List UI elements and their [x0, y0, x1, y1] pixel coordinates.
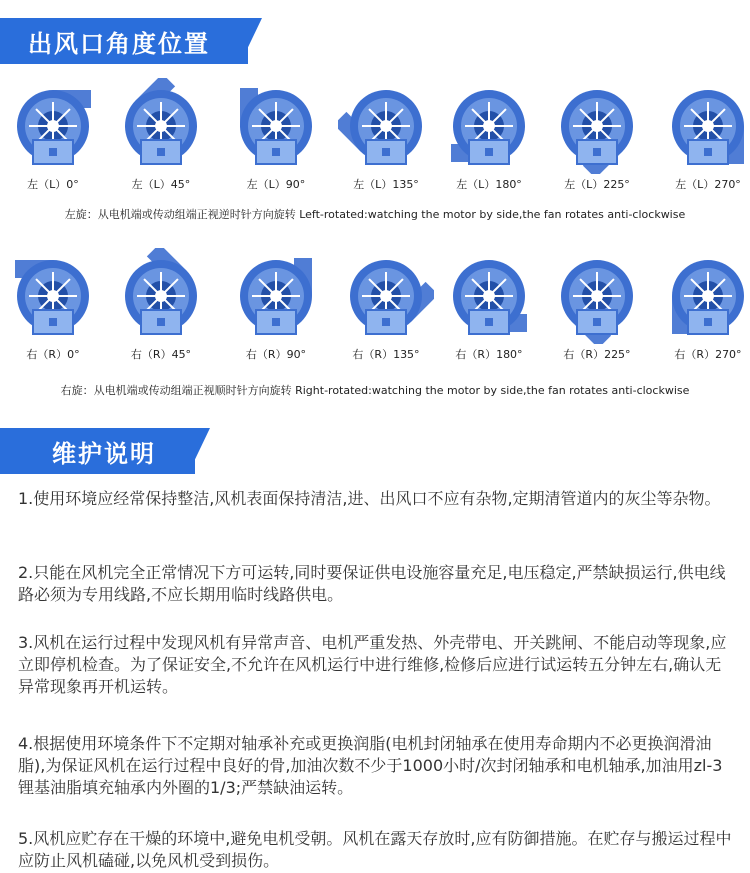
right-angle-label: 右（R）90° — [245, 348, 307, 361]
left-fan-180 — [441, 78, 537, 198]
section-banner-maintenance — [0, 428, 265, 474]
left-angle-label: 左（L）180° — [456, 178, 522, 191]
left-angle-label: 左（L）270° — [675, 178, 741, 191]
right-fan-90 — [228, 248, 324, 368]
centrifugal-fan-icon — [113, 78, 209, 174]
centrifugal-fan-icon — [228, 78, 324, 174]
centrifugal-fan-icon — [441, 248, 537, 344]
right-fan-135 — [338, 248, 434, 368]
right-fan-270 — [660, 248, 750, 368]
left-fan-270 — [660, 78, 750, 198]
right-fan-180 — [441, 248, 537, 368]
right-angle-label: 右（R）0° — [26, 348, 80, 361]
left-angle-label: 左（L）45° — [131, 178, 191, 191]
left-angle-label: 左（L）90° — [246, 178, 306, 191]
right-angle-label: 右（R）45° — [130, 348, 192, 361]
centrifugal-fan-icon — [549, 248, 645, 344]
left-angle-label: 左（L）225° — [564, 178, 630, 191]
maintenance-item-4: 4.根据使用环境条件下不定期对轴承补充或更换润脂(电机封闭轴承在使用寿命期内不必更换润滑油脂),为保证风机在运行过程中良好的骨,加油次数不少于1000小时/次封闭轴承和电机轴承,加油用zl-3锂基油脂填充轴承内外圈的1/3;严禁缺油运转。 — [18, 734, 723, 797]
centrifugal-fan-icon — [5, 248, 101, 344]
left-fan-90 — [228, 78, 324, 198]
maintenance-item-5: 5.风机应贮存在干燥的环境中,避免电机受朝。风机在露天存放时,应有防御措施。在贮存与搬运过程中应防止风机磕碰,以免风机受到损伤。 — [18, 829, 732, 870]
centrifugal-fan-icon — [441, 78, 537, 174]
centrifugal-fan-icon — [549, 78, 645, 174]
right-angle-label: 右（R）180° — [455, 348, 523, 361]
left-fan-225 — [549, 78, 645, 198]
right-angle-label: 右（R）225° — [563, 348, 631, 361]
left-fan-0 — [5, 78, 101, 198]
centrifugal-fan-icon — [660, 248, 750, 344]
maintenance-item-3: 3.风机在运行过程中发现风机有异常声音、电机严重发热、外壳带电、开关跳闸、不能启动等现象,应立即停机检查。为了保证安全,不允许在风机运行中进行维修,检修后应进行试运转五分钟左右,确认无异常现象再开机运转。 — [18, 633, 727, 696]
right-rotation-note: 右旋：从电机端或传动组端正视顺时针方向旋转 Right-rotated:watching the motor by side,the fan rotates anti-clockwise — [60, 384, 690, 397]
left-angle-label: 左（L）0° — [27, 178, 79, 191]
section-title-outlet: 出风口角度位置 — [28, 29, 210, 58]
centrifugal-fan-icon — [5, 78, 101, 174]
right-fan-45 — [113, 248, 209, 368]
left-fan-135 — [338, 78, 434, 198]
right-angle-label: 右（R）135° — [352, 348, 420, 361]
centrifugal-fan-icon — [113, 248, 209, 344]
left-angle-label: 左（L）135° — [353, 178, 419, 191]
centrifugal-fan-icon — [660, 78, 750, 174]
right-fan-225 — [549, 248, 645, 368]
maintenance-item-2: 2.只能在风机完全正常情况下方可运转,同时要保证供电设施容量充足,电压稳定,严禁缺损运行,供电线路必须为专用线路,不应长期用临时线路供电。 — [18, 563, 726, 604]
centrifugal-fan-icon — [228, 248, 324, 344]
right-angle-label: 右（R）270° — [674, 348, 742, 361]
section-title-maintenance: 维护说明 — [52, 439, 156, 468]
left-rotation-note: 左旋：从电机端或传动组端正视逆时针方向旋转 Left-rotated:watching the motor by side,the fan rotates anti-clockwise — [64, 208, 686, 221]
maintenance-item-1: 1.使用环境应经常保持整洁,风机表面保持清洁,进、出风口不应有杂物,定期清管道内的灰尘等杂物。 — [18, 489, 721, 508]
section-banner-outlet — [0, 18, 265, 64]
right-fan-0 — [5, 248, 101, 368]
centrifugal-fan-icon — [338, 78, 434, 174]
centrifugal-fan-icon — [338, 248, 434, 344]
left-fan-45 — [113, 78, 209, 198]
